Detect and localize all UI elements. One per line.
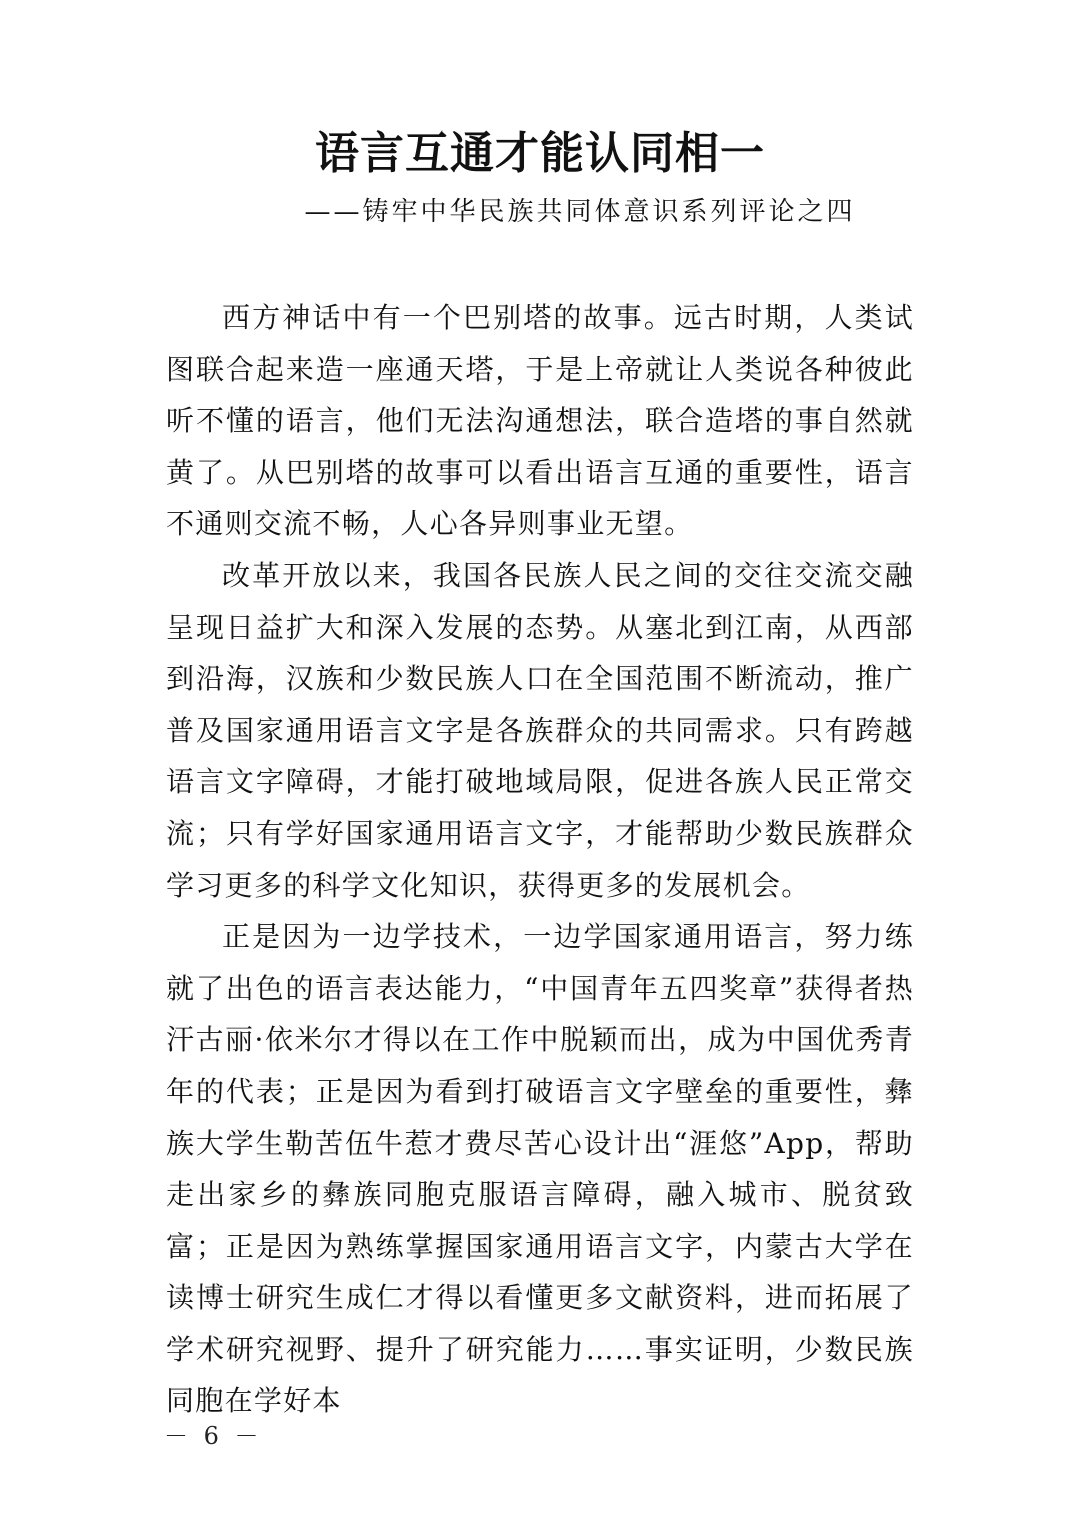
body-paragraph-3: 正是因为一边学技术，一边学国家通用语言，努力练就了出色的语言表达能力，“中国青年五四奖章”获得者热汗古丽·依米尔才得以在工作中脱颖而出，成为中国优秀青年的代表；正是因为看到打破语言文字壁垒的重要性，彝族大学生勒苦伍牛惹才费尽苦心设计出“涯悠”App，帮助走出家乡的彝族同胞克服语言障碍，融入城市、脱贫致富；正是因为熟练掌握国家通用语言文字，内蒙古大学在读博士研究生成仁才得以看懂更多文献资料，进而拓展了学术研究视野、提升了研究能力……事实证明，少数民族同胞在学好本 bbox=[166, 920, 914, 1418]
page-number: － 6 － bbox=[164, 1422, 263, 1450]
body-paragraph-2: 改革开放以来，我国各民族人民之间的交往交流交融呈现日益扩大和深入发展的态势。从塞北到江南，从西部到沿海，汉族和少数民族人口在全国范围不断流动，推广普及国家通用语言文字是各族群众的共同需求。只有跨越语言文字障碍，才能打破地域局限，促进各族人民正常交流；只有学好国家通用语言文字，才能帮助少数民族群众学习更多的科学文化知识，获得更多的发展机会。 bbox=[166, 558, 914, 902]
article-title: 语言互通才能认同相一 bbox=[315, 128, 765, 179]
article-subtitle: ——铸牢中华民族共同体意识系列评论之四 bbox=[304, 197, 856, 227]
body-paragraph-1: 西方神话中有一个巴别塔的故事。远古时期，人类试图联合起来造一座通天塔，于是上帝就让人类说各种彼此听不懂的语言，他们无法沟通想法，联合造塔的事自然就黄了。从巴别塔的故事可以看出语言互通的重要性，语言不通则交流不畅，人心各异则事业无望。 bbox=[166, 301, 914, 541]
article-body bbox=[166, 292, 914, 1427]
